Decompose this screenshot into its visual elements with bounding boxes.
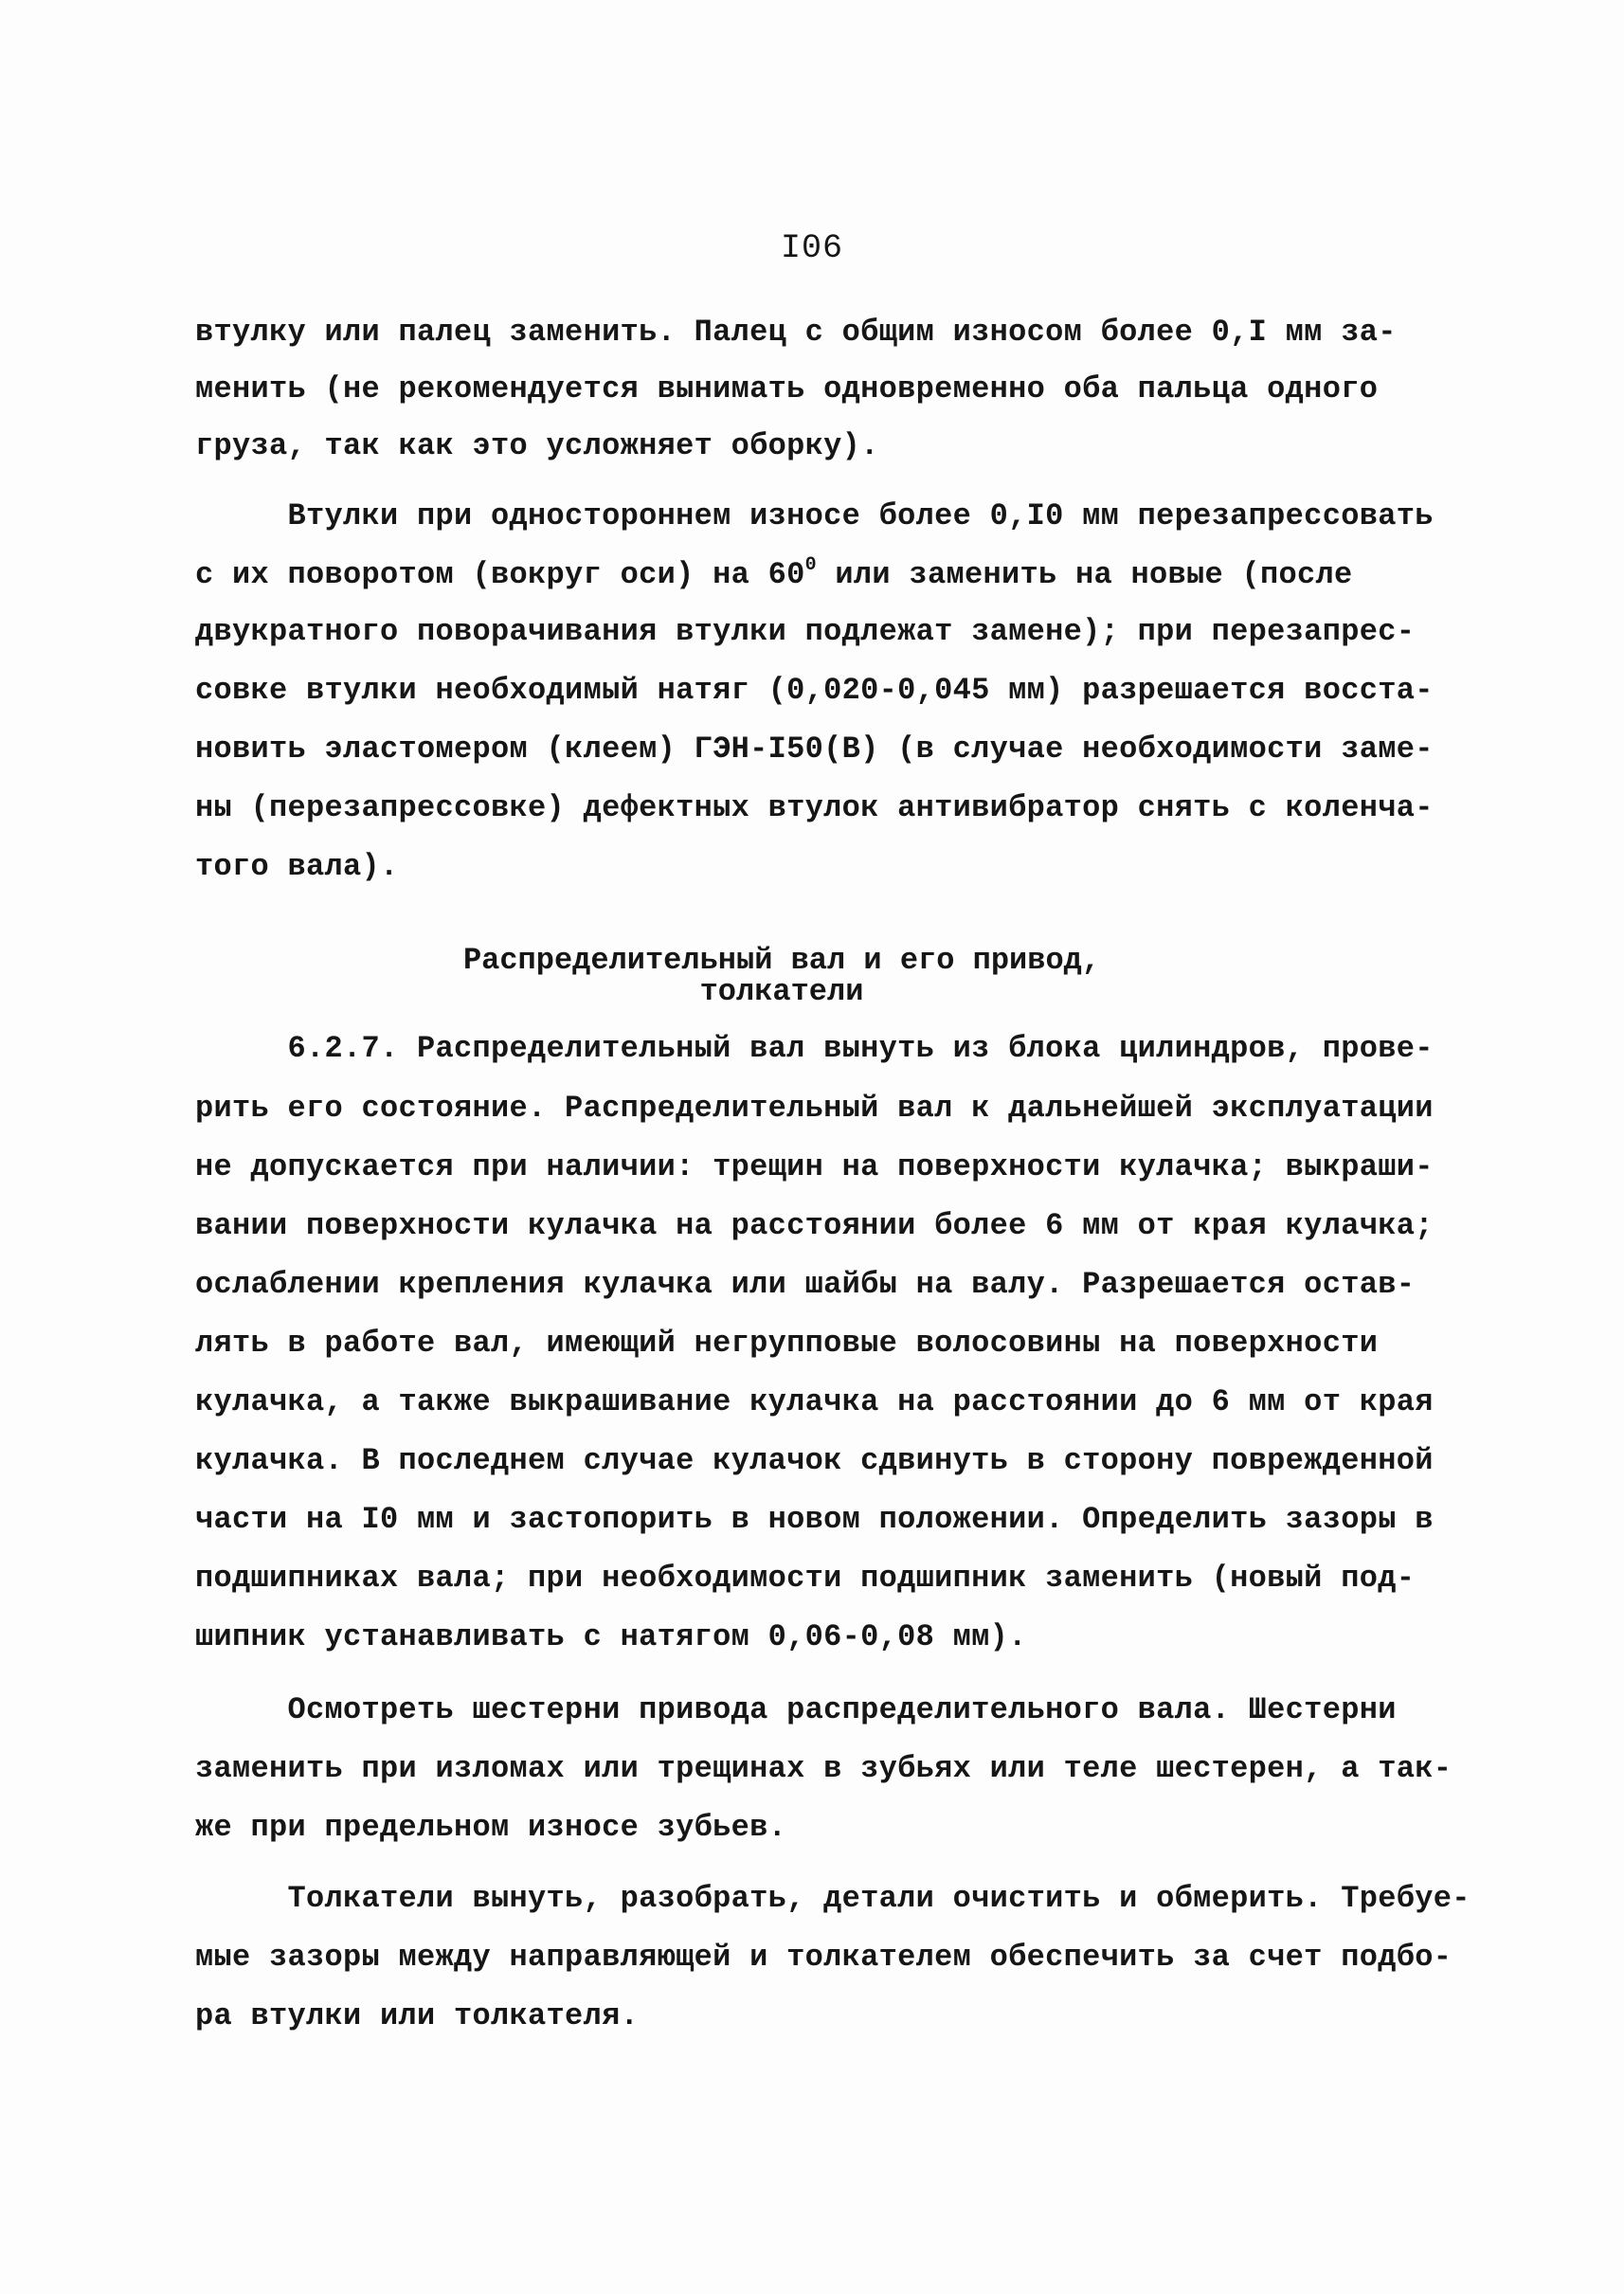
degree-superscript: 0 (804, 554, 817, 576)
text-line: кулачка. В последнем случае кулачок сдвинуть в сторону поврежденной (195, 1443, 1434, 1478)
text-segment: с их поворотом (вокруг оси) на 60 (195, 557, 805, 592)
text-line: рить его состояние. Распределительный вал к дальнейшей эксплуатации (195, 1091, 1434, 1126)
text-line: того вала). (195, 849, 399, 884)
text-line: шипник устанавливать с натягом 0,06-0,08 мм). (195, 1619, 1027, 1654)
text-line: вании поверхности кулачка на расстоянии более 6 мм от края кулачка; (195, 1208, 1434, 1243)
text-line: втулку или палец заменить. Палец с общим износом более 0,I мм за- (195, 315, 1397, 350)
text-line: части на I0 мм и застопорить в новом положении. Определить зазоры в (195, 1502, 1434, 1537)
text-line: 6.2.7. Распределительный вал вынуть из блока цилиндров, прове- (195, 1031, 1434, 1066)
text-segment: или заменить на новые (после (816, 557, 1353, 592)
text-line: мые зазоры между направляющей и толкателем обеспечить за счет подбо- (195, 1940, 1453, 1975)
text-line: подшипниках вала; при необходимости подшипник заменить (новый под- (195, 1561, 1416, 1596)
text-line: Толкатели вынуть, разобрать, детали очистить и обмерить. Требуе- (195, 1881, 1471, 1916)
text-line: лять в работе вал, имеющий негрупповые волосовины на поверхности (195, 1326, 1379, 1361)
text-line: новить эластомером (клеем) ГЭН-I50(В) (в случае необходимости заме- (195, 732, 1434, 767)
text-line: совке втулки необходимый натяг (0,020-0,045 мм) разрешается восста- (195, 673, 1434, 708)
text-line: ны (перезапрессовке) дефектных втулок антивибратор снять с коленча- (195, 790, 1434, 825)
text-line-with-superscript (195, 556, 1353, 598)
text-line: груза, так как это усложняет оборку). (195, 428, 879, 463)
section-heading: Распределительный вал и его привод, (462, 943, 1101, 978)
text-line: не допускается при наличии: трещин на поверхности кулачка; выкраши- (195, 1149, 1434, 1184)
text-line: менить (не рекомендуется вынимать одновременно оба пальца одного (195, 371, 1379, 406)
text-line: двукратного поворачивания втулки подлежат замене); при перезапрес- (195, 614, 1416, 649)
section-heading-continued: толкатели (699, 974, 864, 1009)
page-number: I06 (780, 229, 843, 267)
text-line: Осмотреть шестерни привода распределительного вала. Шестерни (195, 1692, 1397, 1727)
text-line: же при предельном износе зубьев. (195, 1810, 787, 1845)
text-line: ра втулки или толкателя. (195, 1998, 640, 2033)
text-line: ослаблении крепления кулачка или шайбы на валу. Разрешается остав- (195, 1267, 1416, 1302)
text-line: заменить при изломах или трещинах в зубьях или теле шестерен, а так- (195, 1751, 1453, 1786)
text-line: Втулки при одностороннем износе более 0,I0 мм перезапрессовать (195, 498, 1434, 533)
text-line: кулачка, а также выкрашивание кулачка на расстоянии до 6 мм от края (195, 1384, 1434, 1419)
